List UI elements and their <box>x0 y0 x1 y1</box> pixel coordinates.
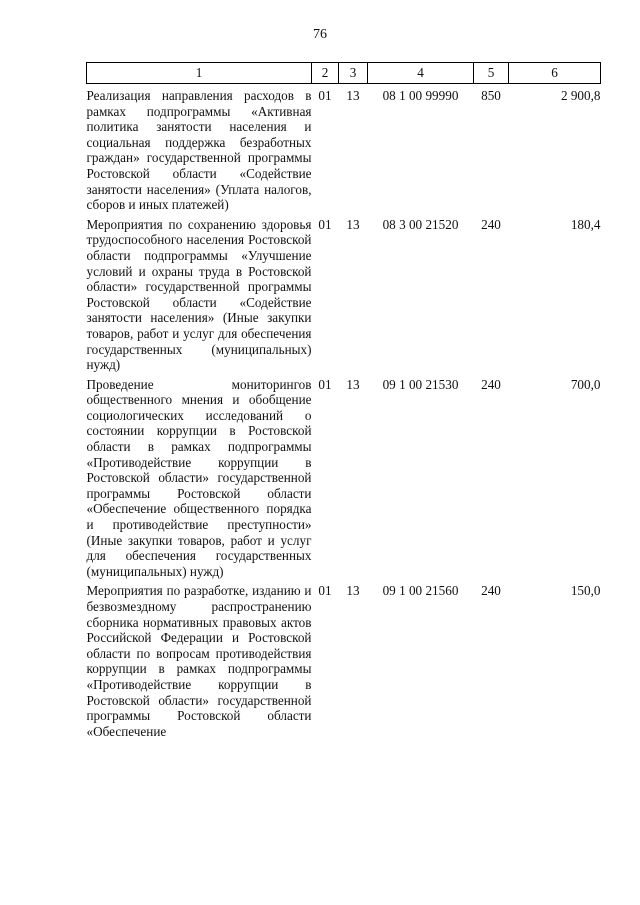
row-description: Проведение мониторингов общественного мнения и обобщение социологических исследований о состоянии коррупции в Ростовской области в рамках подпрограммы «Противодействие коррупции в Ростовской области» государственной программы Ростовской области «Обеспечение общественного порядка и противодействие преступности» (Иные закупки товаров, работ и услуг для обеспечения государственных (муниципальных) нужд) <box>86 376 312 579</box>
column-header-3: 3 <box>339 63 368 84</box>
row-section-code: 01 <box>318 376 332 392</box>
table-row <box>87 84 601 213</box>
row-subsection-code: 13 <box>346 88 360 103</box>
row-expense-type: 240 <box>481 376 501 392</box>
row-description: Мероприятия по разработке, изданию и безвозмездному распространению сборника нормативных правовых актов Российской Федерации и Ростовской области по вопросам противодействия коррупции в рамках подпрограммы «Противодействие коррупции в Ростовской области» государственной программы Ростовской области «Обеспечение <box>86 583 312 739</box>
row-amount: 700,0 <box>570 376 601 392</box>
row-section-code: 01 <box>318 216 332 232</box>
row-subsection-code: 13 <box>346 583 360 599</box>
table-row <box>87 579 601 739</box>
page-number: 76 <box>313 27 327 42</box>
table-row <box>87 213 601 373</box>
column-header-5: 5 <box>474 63 509 84</box>
table-header-row <box>87 63 601 84</box>
row-expense-type: 240 <box>481 216 501 232</box>
row-amount: 150,0 <box>570 583 601 599</box>
column-header-1: 1 <box>87 63 312 84</box>
column-header-6: 6 <box>509 63 601 84</box>
row-description: Мероприятия по сохранению здоровья трудоспособного населения Ростовской области подпрограммы «Улучшение условий и охраны труда в Ростовской области» государственной программы Ростовской области «Содействие занятости населения» (Иные закупки товаров, работ и услуг для обеспечения государственных (муниципальных) нужд) <box>86 216 312 373</box>
row-amount: 2 900,8 <box>560 88 601 103</box>
column-header-4: 4 <box>368 63 474 84</box>
row-section-code: 01 <box>318 583 332 599</box>
row-target-article: 08 3 00 21520 <box>382 216 459 232</box>
row-section-code: 01 <box>318 88 332 103</box>
table-row <box>87 373 601 580</box>
row-subsection-code: 13 <box>346 216 360 232</box>
row-target-article: 09 1 00 21560 <box>382 583 459 599</box>
row-expense-type: 850 <box>481 88 501 103</box>
column-header-2: 2 <box>312 63 339 84</box>
row-subsection-code: 13 <box>346 376 360 392</box>
row-description: Реализация направления расходов в рамках подпрограммы «Активная политика занятости населения и социальная поддержка безработных граждан» государственной программы Ростовской области «Содействие занятости населения» (Уплата налогов, сборов и иных платежей) <box>86 88 312 213</box>
budget-table <box>86 62 601 739</box>
row-target-article: 09 1 00 21530 <box>382 376 459 392</box>
row-amount: 180,4 <box>570 216 601 232</box>
row-expense-type: 240 <box>481 583 501 599</box>
row-target-article: 08 1 00 99990 <box>382 88 459 103</box>
